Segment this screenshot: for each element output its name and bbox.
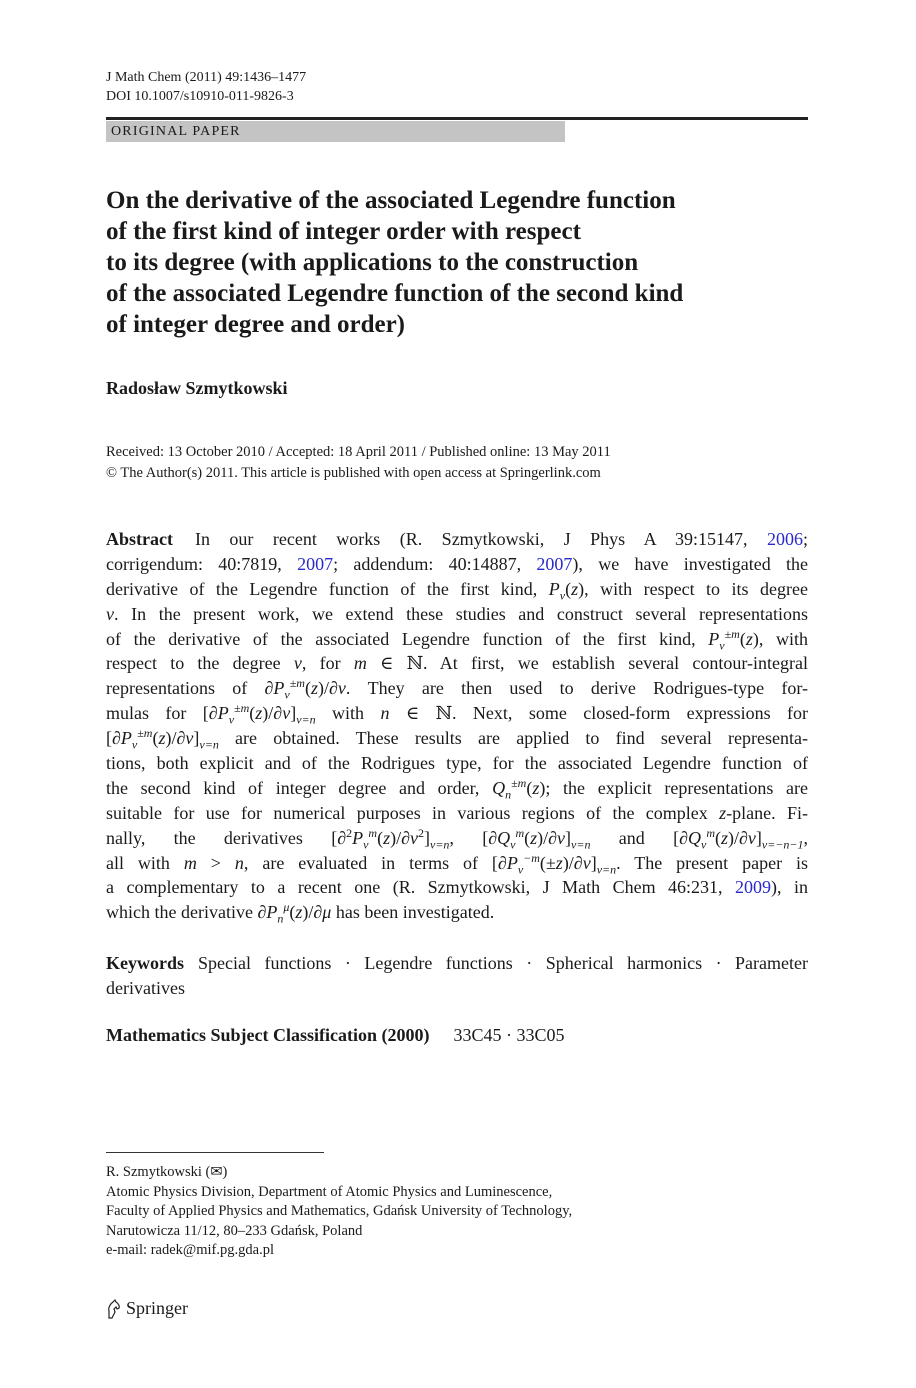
- doi[interactable]: DOI 10.1007/s10910-011-9826-3: [106, 89, 294, 104]
- abstract-line: respect to the degree ν, for m ∈ ℕ. At first, we establish several contour-integral: [106, 653, 808, 674]
- ref-link-2009[interactable]: 2009: [735, 877, 772, 898]
- author-name: Radosław Szmytkowski: [106, 378, 288, 398]
- abstract-line: tions, both explicit and of the Rodrigues type, for the associated Legendre function of: [106, 753, 808, 774]
- footnote-email[interactable]: e-mail: radek@mif.pg.gda.pl: [106, 1242, 274, 1259]
- title-line: to its degree (with applications to the construction: [106, 249, 639, 276]
- dates-line: Received: 13 October 2010 / Accepted: 18 April 2011 / Published online: 13 May 2011: [106, 444, 611, 460]
- keywords: [106, 951, 808, 1001]
- abstract-line: of the derivative of the associated Legendre function of the first kind, $P_\nu^{\pm m}(z)$, with: [106, 626, 808, 653]
- abstract-line: ν. In the present work, we extend these studies and construct several representations: [106, 603, 808, 624]
- ref-link-2006[interactable]: 2006: [766, 529, 803, 549]
- publisher-name: Springer: [126, 1298, 188, 1318]
- title-line: of the associated Legendre function of the second kind: [106, 280, 684, 307]
- springer-horse-icon: [106, 1299, 122, 1319]
- abstract-line: Abstract In our recent works (R. Szmytkowski, J Phys A 39:15147, 2006;: [106, 529, 808, 549]
- abstract-line: the second kind of integer degree and order, $Q_n^{\pm m}(z)$; the explicit representations are: [106, 775, 808, 802]
- footnote-rule: [106, 1152, 324, 1153]
- abstract-line: suitable for use for numerical purposes in various regions of the complex z-plane. Fi-: [106, 802, 809, 823]
- author-footnote: [106, 1163, 572, 1261]
- footnote-affiliation: Faculty of Applied Physics and Mathematics, Gdańsk University of Technology,: [106, 1203, 573, 1220]
- section-label: ORIGINAL PAPER: [106, 121, 565, 142]
- title-line: of integer degree and order): [106, 311, 405, 338]
- abstract-line: $[\partial P_\nu^{\pm m}(z)/\partial\nu]_{\nu=n}$ are obtained. These results are applied to find several representa-: [106, 726, 808, 752]
- msc-classification: [106, 1025, 564, 1046]
- header-rule: [106, 117, 808, 120]
- journal-info: [106, 68, 306, 106]
- keywords-line: derivatives: [106, 977, 185, 998]
- ref-link-2007a[interactable]: 2007: [297, 553, 334, 574]
- msc-label: Mathematics Subject Classification (2000): [106, 1025, 430, 1045]
- keywords-label: Keywords: [106, 953, 184, 973]
- title-line: of the first kind of integer order with respect: [106, 218, 581, 245]
- keywords-text: Special functions · Legendre functions · Spherical harmonics · Parameter: [198, 953, 808, 973]
- publication-dates: [106, 442, 611, 484]
- abstract-line: a complementary to a recent one (R. Szmytkowski, J Math Chem 46:231, 2009), in: [106, 877, 808, 898]
- paper-title: [106, 185, 808, 340]
- abstract-line: corrigendum: 40:7819, 2007; addendum: 40:14887, 2007), we have investigated the: [106, 553, 809, 574]
- abstract-line: which the derivative $\partial P_n^\mu(z)/\partial\mu$ has been investigated.: [106, 900, 495, 926]
- journal-citation: J Math Chem (2011) 49:1436–1477: [106, 70, 307, 85]
- abstract-label: Abstract: [106, 529, 173, 549]
- publisher-logo: [106, 1298, 188, 1319]
- ref-link-2007b[interactable]: 2007: [536, 553, 573, 574]
- abstract-line: all with m > n, are evaluated in terms of $[\partial P_\nu^{-m}(\pm z)/\partial\nu]_{\nu=n}$. The present paper is: [106, 850, 808, 877]
- abstract-line: representations of $\partial P_\nu^{\pm m}(z)/\partial\nu$. They are then used to derive Rodrigues-type for-: [106, 676, 808, 702]
- msc-codes: 33C45 · 33C05: [453, 1025, 565, 1045]
- footnote-address: Narutowicza 11/12, 80–233 Gdańsk, Poland: [106, 1222, 363, 1239]
- copyright-line: © The Author(s) 2011. This article is published with open access at Springerlink.com: [106, 465, 601, 481]
- abstract-line: derivative of the Legendre function of the first kind, $P_\nu(z)$, with respect to its degree: [106, 578, 809, 603]
- abstract-line: nally, the derivatives $[\partial^2P_\nu^m(z)/\partial\nu^2]_{\nu=n}$, $[\partial Q_\nu^m(z)/\partial\nu]_{\nu=n}$ and $[\partial Q_\nu^m(z)/\partial\nu]_{\nu=-n-1}$,: [106, 825, 809, 852]
- keywords-line: [106, 951, 808, 976]
- footnote-affiliation: Atomic Physics Division, Department of Atomic Physics and Luminescence,: [106, 1183, 553, 1200]
- footnote-author: R. Szmytkowski (✉): [106, 1164, 228, 1180]
- abstract-line: mulas for $[\partial P_\nu^{\pm m}(z)/\partial\nu]_{\nu=n}$ with n ∈ ℕ. Next, some closed-form expressions for: [106, 701, 808, 727]
- title-line: On the derivative of the associated Legendre function: [106, 187, 676, 214]
- abstract: [106, 527, 808, 925]
